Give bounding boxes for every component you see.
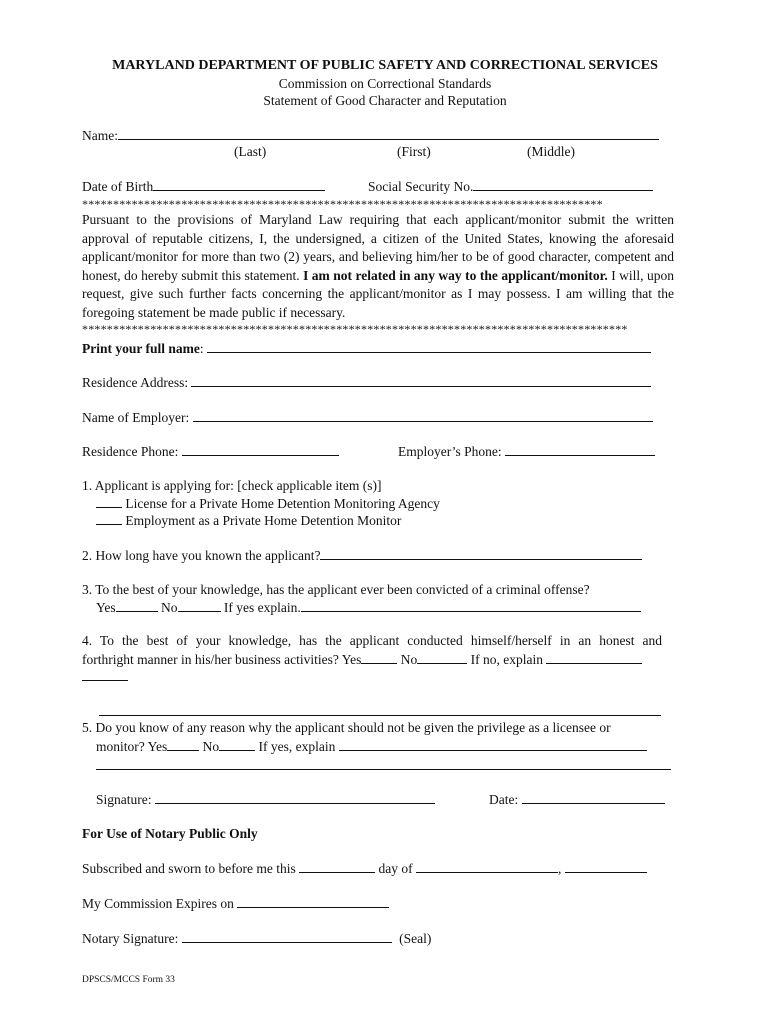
date-row bbox=[489, 791, 665, 808]
statement-paragraph bbox=[82, 211, 674, 322]
commission-expires-row bbox=[82, 895, 389, 912]
residence-phone-field[interactable] bbox=[182, 443, 339, 456]
form-title: Statement of Good Character and Reputation bbox=[263, 93, 507, 108]
ssn-row bbox=[368, 178, 653, 195]
ssn-label: Social Security No. bbox=[368, 179, 474, 194]
notary-signature-label: Notary Signature: bbox=[82, 931, 179, 946]
sworn-day-field[interactable] bbox=[299, 860, 375, 873]
q4-explain-label: If no, explain bbox=[470, 652, 543, 667]
employer-phone-label: Employer’s Phone: bbox=[398, 444, 502, 459]
question-5-answer-row bbox=[96, 738, 647, 755]
separator-stars: ************************************************************************************ bbox=[82, 197, 603, 211]
sworn-month-field[interactable] bbox=[416, 860, 558, 873]
last-name-caption: (Last) bbox=[234, 144, 267, 159]
print-name-field[interactable] bbox=[207, 340, 651, 353]
ssn-field[interactable] bbox=[473, 178, 653, 191]
name-label: Name: bbox=[82, 128, 118, 143]
statement-text-2: I will, upon request, give such further facts concerning the applicant/monitor as I may possess. I am willing that the foregoing statement be made public if necessary. bbox=[82, 267, 675, 320]
residence-address-field[interactable] bbox=[191, 374, 651, 387]
day-of-label: day of bbox=[378, 861, 413, 876]
employer-phone-field[interactable] bbox=[505, 443, 655, 456]
employment-option-label: Employment as a Private Home Detention Monitor bbox=[125, 513, 402, 528]
sworn-year-field[interactable] bbox=[565, 860, 647, 873]
notary-signature-field[interactable] bbox=[182, 930, 392, 943]
q3-explain-label: If yes explain. bbox=[223, 600, 301, 615]
q4-explain-continued bbox=[82, 668, 128, 685]
middle-name-caption: (Middle) bbox=[527, 144, 575, 159]
license-checkbox[interactable] bbox=[96, 495, 122, 508]
question-3-prompt: 3. To the best of your knowledge, has the applicant ever been convicted of a criminal offense? bbox=[82, 582, 590, 597]
employer-name-row bbox=[82, 409, 653, 426]
signature-row bbox=[96, 791, 435, 808]
residence-phone-row bbox=[82, 443, 339, 460]
notary-sworn-row: Subscribed and sworn to before me this day of , bbox=[82, 860, 647, 877]
q4-explain-continued-field[interactable] bbox=[82, 668, 128, 681]
statement-text-1: Pursuant to the provisions of Maryland Law requiring that each applicant/monitor submit the written approval of reputable citizens, I, the undersigned, a citizen of the United States, knowing the aforesaid applicant/monitor for more than two (2) years, and believing him/her to be of good character, competent and honest, do hereby submit this statement. bbox=[82, 212, 674, 283]
question-2-prompt: 2. How long have you known the applicant? bbox=[82, 548, 321, 563]
agency-title: MARYLAND DEPARTMENT OF PUBLIC SAFETY AND CORRECTIONAL SERVICES bbox=[112, 58, 658, 73]
sworn-label: Subscribed and sworn to before me this bbox=[82, 861, 296, 876]
q5-prompt-line-2: monitor? Yes bbox=[96, 739, 168, 754]
print-name-label: Print your full name bbox=[82, 341, 200, 356]
q5-no-field[interactable] bbox=[219, 738, 255, 751]
signature-field[interactable] bbox=[155, 791, 435, 804]
q3-no-field[interactable] bbox=[178, 599, 221, 612]
question-1-option-license bbox=[96, 495, 440, 512]
residence-address-label: Residence Address: bbox=[82, 375, 189, 390]
q5-yes-field[interactable] bbox=[167, 738, 199, 751]
form-number: DPSCS/MCCS Form 33 bbox=[82, 975, 175, 985]
commission-subtitle: Commission on Correctional Standards bbox=[278, 76, 492, 91]
residence-phone-label: Residence Phone: bbox=[82, 444, 179, 459]
q5-explain-field[interactable] bbox=[339, 738, 647, 751]
not-related-statement: I am not related in any way to the applicant/monitor. bbox=[303, 267, 608, 283]
commission-expires-label: My Commission Expires on bbox=[82, 896, 234, 911]
question-5-prompt-line-1: 5. Do you know of any reason why the applicant should not be given the privilege as a licensee or bbox=[82, 720, 611, 735]
dob-field[interactable] bbox=[153, 178, 325, 191]
known-duration-field[interactable] bbox=[320, 547, 642, 560]
notary-signature-row bbox=[82, 930, 431, 947]
question-2-row bbox=[82, 547, 642, 564]
question-3-answer-row bbox=[96, 599, 641, 616]
first-name-caption: (First) bbox=[397, 144, 431, 159]
q3-yes-label: Yes bbox=[96, 600, 116, 615]
notary-heading: For Use of Notary Public Only bbox=[82, 826, 258, 841]
q5-no-label: No bbox=[202, 739, 220, 754]
q4-no-label: No bbox=[400, 652, 418, 667]
question-4-answer-row bbox=[82, 651, 642, 668]
dob-label: Date of Birth bbox=[82, 179, 154, 194]
q4-prompt-line-2: forthright manner in his/her business activities? Yes bbox=[82, 652, 362, 667]
print-name-row: Print your full name: bbox=[82, 340, 651, 357]
date-field[interactable] bbox=[522, 791, 665, 804]
employer-name-field[interactable] bbox=[193, 409, 653, 422]
employer-name-label: Name of Employer: bbox=[82, 410, 190, 425]
q4-explain-extra-line[interactable] bbox=[99, 703, 661, 716]
question-4-prompt-line-1: 4. To the best of your knowledge, has the applicant conducted himself/herself in an honest and bbox=[82, 633, 662, 648]
q3-no-label: No bbox=[161, 600, 178, 615]
name-field[interactable] bbox=[118, 127, 659, 140]
q3-yes-field[interactable] bbox=[116, 599, 158, 612]
q4-explain-field[interactable] bbox=[546, 651, 642, 664]
q5-explain-label: If yes, explain bbox=[258, 739, 336, 754]
name-row bbox=[82, 127, 659, 144]
q3-explain-field[interactable] bbox=[301, 599, 641, 612]
residence-address-row bbox=[82, 374, 651, 391]
license-option-label: License for a Private Home Detention Monitoring Agency bbox=[125, 496, 440, 511]
q5-explain-extra-line[interactable] bbox=[96, 757, 671, 770]
signature-label: Signature: bbox=[96, 792, 152, 807]
q4-no-field[interactable] bbox=[417, 651, 467, 664]
dob-row bbox=[82, 178, 325, 195]
employment-checkbox[interactable] bbox=[96, 512, 122, 525]
question-1-option-employment bbox=[96, 512, 401, 529]
commission-expires-field[interactable] bbox=[237, 895, 389, 908]
date-label: Date: bbox=[489, 792, 519, 807]
seal-label: (Seal) bbox=[399, 931, 432, 946]
separator-stars: **************************************************************************************** bbox=[82, 322, 628, 336]
employer-phone-row bbox=[398, 443, 655, 460]
question-1-prompt: 1. Applicant is applying for: [check applicable item (s)] bbox=[82, 478, 382, 493]
q4-yes-field[interactable] bbox=[361, 651, 397, 664]
